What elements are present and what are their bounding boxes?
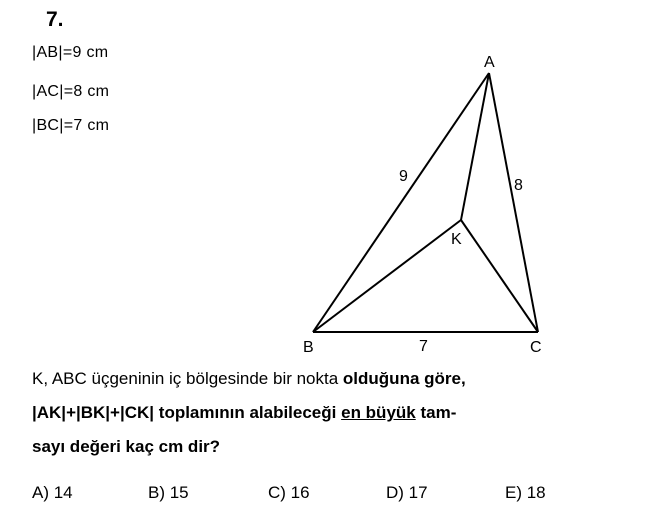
given-ac-length: |AC|=8 cm bbox=[32, 83, 110, 100]
question-line-2-text: |AK|+|BK|+|CK| toplamının alabileceği bbox=[32, 403, 342, 422]
side-label-ab: 9 bbox=[399, 168, 408, 185]
question-line-1-emphasis: olduğuna göre, bbox=[342, 369, 466, 388]
answer-choice-c[interactable]: C) 16 bbox=[268, 483, 310, 502]
question-number: 7. bbox=[46, 8, 64, 31]
answer-choice-e[interactable]: E) 18 bbox=[505, 483, 546, 502]
side-label-bc: 7 bbox=[419, 338, 428, 355]
vertex-label-c: C bbox=[530, 339, 542, 356]
side-label-ac: 8 bbox=[514, 177, 523, 194]
point-label-k: K bbox=[451, 231, 462, 248]
question-line-2-underlined: en büyük bbox=[341, 403, 416, 422]
answer-choice-b[interactable]: B) 15 bbox=[148, 483, 189, 502]
question-line-1-text: K, ABC üçgeninin iç bölgesinde bir nokta bbox=[32, 369, 343, 388]
vertex-label-b: B bbox=[303, 339, 314, 356]
question-line-2-end: tam- bbox=[415, 403, 457, 422]
side-ab bbox=[313, 73, 489, 332]
side-ac bbox=[489, 73, 538, 332]
question-line-1 bbox=[32, 369, 466, 389]
answer-choice-d[interactable]: D) 17 bbox=[386, 483, 428, 502]
answer-choice-a[interactable]: A) 14 bbox=[32, 483, 73, 502]
given-bc-length: |BC|=7 cm bbox=[32, 117, 110, 134]
question-line-2 bbox=[32, 403, 456, 423]
vertex-label-a: A bbox=[484, 54, 495, 71]
given-ab-length: |AB|=9 cm bbox=[32, 44, 109, 61]
question-line-3: sayı değeri kaç cm dir? bbox=[32, 437, 221, 456]
segment-bk bbox=[313, 220, 461, 332]
